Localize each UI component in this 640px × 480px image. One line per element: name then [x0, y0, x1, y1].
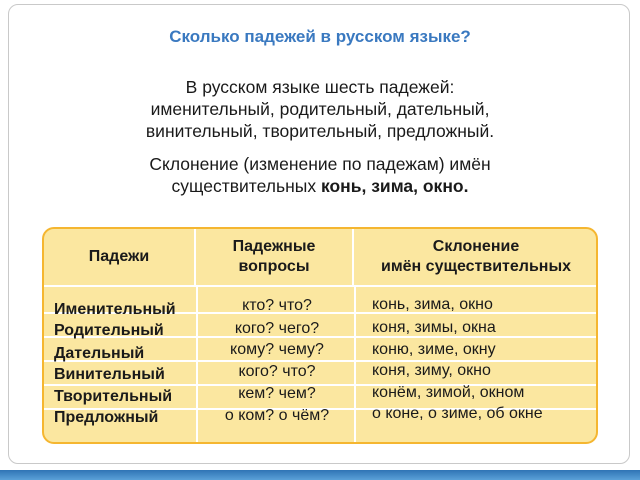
case-forms: коня, зиму, окно [372, 362, 491, 379]
column-divider [196, 285, 198, 442]
slide-title: Сколько падежей в русском языке? [169, 27, 471, 46]
case-forms: о коне, о зиме, об окне [372, 405, 543, 422]
case-forms: конь, зима, окно [372, 296, 493, 313]
case-question: кого? что? [238, 363, 316, 380]
case-question: кому? чему? [230, 341, 324, 358]
case-forms: коня, зимы, окна [372, 319, 496, 336]
case-question: кем? чем? [238, 385, 316, 402]
header-questions [196, 229, 354, 285]
intro-line-3: винительный, творительный, предложный. [145, 121, 495, 141]
case-question: о ком? о чём? [224, 407, 330, 424]
intro-line-2: именительный, родительный, дательный, [150, 99, 490, 119]
case-name: Предложный [54, 409, 159, 426]
intro-text [0, 76, 640, 142]
declension-line-1: Склонение (изменение по падежам) имён [149, 154, 491, 174]
declension-words: конь, зима, окно [320, 176, 464, 196]
case-name: Винительный [54, 366, 165, 383]
declension-suffix: . [463, 176, 469, 196]
header-cases-label: Падежи [88, 248, 150, 265]
header-cases [44, 229, 196, 285]
header-declension-line-2: имён существительных [380, 258, 572, 275]
cases-table [42, 227, 598, 444]
header-declension [354, 229, 598, 285]
case-forms: конём, зимой, окном [372, 384, 525, 401]
declension-prefix: существительных [171, 176, 321, 196]
case-question: кто? что? [242, 297, 312, 314]
case-name: Дательный [54, 345, 145, 362]
header-questions-line-2: вопросы [238, 258, 310, 275]
declension-text [0, 153, 640, 197]
intro-line-1: В русском языке шесть падежей: [185, 77, 455, 97]
declension-line-2 [0, 175, 640, 197]
case-name: Именительный [54, 301, 176, 318]
case-name: Творительный [54, 388, 173, 405]
row-divider [44, 285, 596, 287]
header-declension-line-1: Склонение [432, 238, 520, 255]
bottom-bar [0, 470, 640, 480]
case-forms: коню, зиме, окну [372, 341, 496, 358]
header-questions-line-1: Падежные [232, 238, 316, 255]
case-question: кого? чего? [234, 320, 320, 337]
case-name: Родительный [54, 322, 164, 339]
column-divider [354, 285, 356, 442]
